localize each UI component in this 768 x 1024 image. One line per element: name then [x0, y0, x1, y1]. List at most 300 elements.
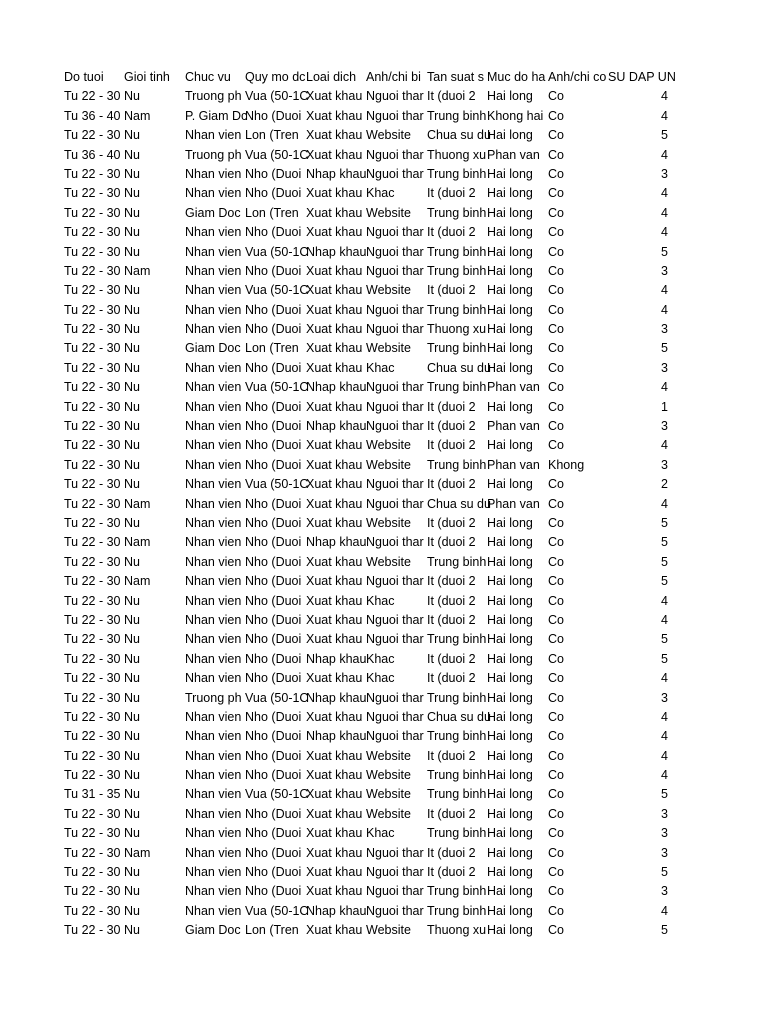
table-cell[interactable]: Tu 22 - 30	[64, 865, 121, 880]
table-cell[interactable]: Giam Doc	[185, 341, 241, 356]
table-cell[interactable]: It (duoi 2	[427, 438, 476, 453]
table-cell[interactable]: Nho (Duoi	[245, 360, 302, 375]
table-cell[interactable]: Trung binh	[427, 787, 487, 802]
table-cell[interactable]: Nguoi thar	[366, 574, 424, 589]
table-cell[interactable]: 4	[661, 380, 668, 395]
table-cell[interactable]: Tu 22 - 30	[64, 399, 121, 414]
table-cell[interactable]: 5	[661, 554, 668, 569]
table-cell[interactable]: Co	[548, 826, 564, 841]
table-cell[interactable]: Nhap khau	[306, 903, 367, 918]
table-cell[interactable]: Nhan vien	[185, 225, 242, 240]
table-cell[interactable]: Nam	[124, 108, 151, 123]
table-cell[interactable]: Tu 22 - 30	[64, 496, 121, 511]
table-cell[interactable]: Hai long	[487, 89, 533, 104]
table-cell[interactable]: Tu 22 - 30	[64, 690, 121, 705]
table-cell[interactable]: Nu	[124, 360, 140, 375]
table-cell[interactable]: It (duoi 2	[427, 651, 476, 666]
table-cell[interactable]: Trung binh	[427, 302, 487, 317]
table-cell[interactable]: Nhap khau	[306, 166, 367, 181]
table-cell[interactable]: Nho (Duoi	[245, 884, 302, 899]
table-cell[interactable]: Hai long	[487, 128, 533, 143]
table-cell[interactable]: Co	[548, 593, 564, 608]
table-cell[interactable]: 4	[661, 147, 668, 162]
table-cell[interactable]: 3	[661, 884, 668, 899]
table-cell[interactable]: Co	[548, 903, 564, 918]
table-cell[interactable]: Nho (Duoi	[245, 515, 302, 530]
header-cell[interactable]: SU DAP UN	[608, 70, 676, 84]
table-cell[interactable]: Co	[548, 108, 564, 123]
table-cell[interactable]: Xuat khau	[306, 302, 363, 317]
table-cell[interactable]: Xuat khau	[306, 845, 363, 860]
header-cell[interactable]: Muc do ha	[487, 70, 546, 84]
table-cell[interactable]: Co	[548, 419, 564, 434]
table-cell[interactable]: Tu 22 - 30	[64, 205, 121, 220]
table-cell[interactable]: Nhan vien	[185, 515, 242, 530]
table-cell[interactable]: It (duoi 2	[427, 593, 476, 608]
table-cell[interactable]: Tu 22 - 30	[64, 302, 121, 317]
table-cell[interactable]: Trung binh	[427, 108, 487, 123]
table-cell[interactable]: Tu 22 - 30	[64, 457, 121, 472]
table-cell[interactable]: Chua su du	[427, 128, 491, 143]
table-cell[interactable]: 5	[661, 651, 668, 666]
table-cell[interactable]: 4	[661, 438, 668, 453]
table-cell[interactable]: Nho (Duoi	[245, 748, 302, 763]
table-cell[interactable]: Nguoi thar	[366, 884, 424, 899]
table-cell[interactable]: It (duoi 2	[427, 225, 476, 240]
table-cell[interactable]: Nu	[124, 884, 140, 899]
table-cell[interactable]: Hai long	[487, 806, 533, 821]
table-cell[interactable]: Nguoi thar	[366, 108, 424, 123]
table-cell[interactable]: Nu	[124, 593, 140, 608]
table-cell[interactable]: Tu 22 - 30	[64, 768, 121, 783]
table-cell[interactable]: Nu	[124, 89, 140, 104]
table-cell[interactable]: Co	[548, 651, 564, 666]
table-cell[interactable]: Nguoi thar	[366, 690, 424, 705]
table-cell[interactable]: 4	[661, 89, 668, 104]
table-cell[interactable]: Xuat khau	[306, 205, 363, 220]
table-cell[interactable]: 3	[661, 690, 668, 705]
table-cell[interactable]: Co	[548, 671, 564, 686]
table-cell[interactable]: Nguoi thar	[366, 865, 424, 880]
table-cell[interactable]: Nu	[124, 709, 140, 724]
table-cell[interactable]: Nu	[124, 341, 140, 356]
table-cell[interactable]: Khong	[548, 457, 585, 472]
table-cell[interactable]: Nu	[124, 865, 140, 880]
table-cell[interactable]: Nguoi thar	[366, 147, 424, 162]
table-cell[interactable]: Nho (Duoi	[245, 302, 302, 317]
table-cell[interactable]: 3	[661, 166, 668, 181]
table-cell[interactable]: Nu	[124, 923, 140, 938]
table-cell[interactable]: Tu 22 - 30	[64, 923, 121, 938]
table-cell[interactable]: Nhan vien	[185, 419, 242, 434]
table-cell[interactable]: Nu	[124, 612, 140, 627]
table-cell[interactable]: Nam	[124, 845, 151, 860]
table-cell[interactable]: Tu 22 - 30	[64, 244, 121, 259]
table-cell[interactable]: Nu	[124, 438, 140, 453]
table-cell[interactable]: Trung binh	[427, 244, 487, 259]
table-cell[interactable]: Nu	[124, 419, 140, 434]
table-cell[interactable]: Hai long	[487, 515, 533, 530]
table-cell[interactable]: Trung binh	[427, 205, 487, 220]
table-cell[interactable]: Trung binh	[427, 884, 487, 899]
table-cell[interactable]: It (duoi 2	[427, 845, 476, 860]
table-cell[interactable]: Co	[548, 438, 564, 453]
table-cell[interactable]: It (duoi 2	[427, 477, 476, 492]
table-cell[interactable]: Nho (Duoi	[245, 322, 302, 337]
table-cell[interactable]: 3	[661, 263, 668, 278]
table-cell[interactable]: Nu	[124, 768, 140, 783]
table-cell[interactable]: Nguoi thar	[366, 322, 424, 337]
table-cell[interactable]: Nu	[124, 903, 140, 918]
table-cell[interactable]: Hai long	[487, 593, 533, 608]
table-cell[interactable]: 4	[661, 302, 668, 317]
table-cell[interactable]: Nho (Duoi	[245, 632, 302, 647]
table-cell[interactable]: Nguoi thar	[366, 89, 424, 104]
table-cell[interactable]: Lon (Tren	[245, 128, 299, 143]
table-cell[interactable]: Phan van	[487, 147, 540, 162]
table-cell[interactable]: Nu	[124, 128, 140, 143]
table-cell[interactable]: Khac	[366, 651, 395, 666]
table-cell[interactable]: Tu 22 - 30	[64, 884, 121, 899]
table-cell[interactable]: Co	[548, 806, 564, 821]
table-cell[interactable]: Xuat khau	[306, 787, 363, 802]
table-cell[interactable]: Nhan vien	[185, 438, 242, 453]
header-cell[interactable]: Quy mo dc	[245, 70, 306, 84]
table-cell[interactable]: Nguoi thar	[366, 244, 424, 259]
table-cell[interactable]: Nu	[124, 225, 140, 240]
table-cell[interactable]: Co	[548, 166, 564, 181]
table-cell[interactable]: Nu	[124, 806, 140, 821]
table-cell[interactable]: Nu	[124, 690, 140, 705]
table-cell[interactable]: 3	[661, 457, 668, 472]
table-cell[interactable]: Nhan vien	[185, 748, 242, 763]
table-cell[interactable]: Xuat khau	[306, 768, 363, 783]
table-cell[interactable]: Nguoi thar	[366, 419, 424, 434]
header-cell[interactable]: Anh/chi co	[548, 70, 607, 84]
table-cell[interactable]: 4	[661, 186, 668, 201]
table-cell[interactable]: Tu 22 - 30	[64, 380, 121, 395]
table-cell[interactable]: Truong ph	[185, 147, 242, 162]
table-cell[interactable]: Tu 22 - 30	[64, 651, 121, 666]
table-cell[interactable]: Tu 22 - 30	[64, 554, 121, 569]
table-cell[interactable]: Nam	[124, 574, 151, 589]
table-cell[interactable]: Nhan vien	[185, 574, 242, 589]
table-cell[interactable]: Co	[548, 574, 564, 589]
table-cell[interactable]: Nhan vien	[185, 166, 242, 181]
table-cell[interactable]: Xuat khau	[306, 593, 363, 608]
table-cell[interactable]: Website	[366, 768, 411, 783]
table-cell[interactable]: Tu 22 - 30	[64, 845, 121, 860]
table-cell[interactable]: Nhan vien	[185, 535, 242, 550]
table-cell[interactable]: Nhan vien	[185, 477, 242, 492]
table-cell[interactable]: It (duoi 2	[427, 186, 476, 201]
table-cell[interactable]: Hai long	[487, 186, 533, 201]
table-cell[interactable]: Nguoi thar	[366, 632, 424, 647]
table-cell[interactable]: Tu 22 - 30	[64, 341, 121, 356]
table-cell[interactable]: Hai long	[487, 903, 533, 918]
table-cell[interactable]: Co	[548, 477, 564, 492]
table-cell[interactable]: Xuat khau	[306, 225, 363, 240]
table-cell[interactable]: Nhan vien	[185, 322, 242, 337]
table-cell[interactable]: 3	[661, 826, 668, 841]
table-cell[interactable]: Nhan vien	[185, 709, 242, 724]
table-cell[interactable]: Nhap khau	[306, 729, 367, 744]
header-cell[interactable]: Gioi tinh	[124, 70, 170, 84]
table-cell[interactable]: 4	[661, 108, 668, 123]
table-cell[interactable]: 5	[661, 128, 668, 143]
table-cell[interactable]: Xuat khau	[306, 748, 363, 763]
table-cell[interactable]: Tu 22 - 30	[64, 671, 121, 686]
table-cell[interactable]: Chua su du	[427, 709, 491, 724]
table-cell[interactable]: Co	[548, 244, 564, 259]
table-cell[interactable]: Trung binh	[427, 166, 487, 181]
table-cell[interactable]: Nho (Duoi	[245, 108, 302, 123]
table-cell[interactable]: Nhan vien	[185, 283, 242, 298]
table-cell[interactable]: Hai long	[487, 166, 533, 181]
table-cell[interactable]: Truong ph	[185, 690, 242, 705]
table-cell[interactable]: Nguoi thar	[366, 709, 424, 724]
table-cell[interactable]: Lon (Tren	[245, 341, 299, 356]
table-cell[interactable]: Website	[366, 283, 411, 298]
table-cell[interactable]: Hai long	[487, 244, 533, 259]
table-cell[interactable]: Co	[548, 128, 564, 143]
table-cell[interactable]: Nhan vien	[185, 826, 242, 841]
table-cell[interactable]: 4	[661, 709, 668, 724]
table-cell[interactable]: Nhan vien	[185, 845, 242, 860]
table-cell[interactable]: Nhap khau	[306, 419, 367, 434]
table-cell[interactable]: Nguoi thar	[366, 845, 424, 860]
table-cell[interactable]: Nho (Duoi	[245, 263, 302, 278]
table-cell[interactable]: Nhan vien	[185, 768, 242, 783]
table-cell[interactable]: Hai long	[487, 283, 533, 298]
table-cell[interactable]: Hai long	[487, 671, 533, 686]
table-cell[interactable]: Lon (Tren	[245, 923, 299, 938]
table-cell[interactable]: Giam Doc	[185, 923, 241, 938]
table-cell[interactable]: Co	[548, 554, 564, 569]
table-cell[interactable]: 4	[661, 496, 668, 511]
table-cell[interactable]: Tu 22 - 30	[64, 729, 121, 744]
table-cell[interactable]: Nhan vien	[185, 186, 242, 201]
table-cell[interactable]: It (duoi 2	[427, 535, 476, 550]
table-cell[interactable]: 4	[661, 593, 668, 608]
table-cell[interactable]: Hai long	[487, 225, 533, 240]
header-cell[interactable]: Chuc vu	[185, 70, 231, 84]
table-cell[interactable]: Co	[548, 535, 564, 550]
table-cell[interactable]: Xuat khau	[306, 399, 363, 414]
table-cell[interactable]: Trung binh	[427, 380, 487, 395]
table-cell[interactable]: Hai long	[487, 845, 533, 860]
table-cell[interactable]: Nguoi thar	[366, 729, 424, 744]
table-cell[interactable]: Co	[548, 283, 564, 298]
table-cell[interactable]: 3	[661, 322, 668, 337]
table-cell[interactable]: Website	[366, 205, 411, 220]
table-cell[interactable]: Website	[366, 341, 411, 356]
table-cell[interactable]: Nhan vien	[185, 302, 242, 317]
table-cell[interactable]: Xuat khau	[306, 89, 363, 104]
table-cell[interactable]: Nguoi thar	[366, 166, 424, 181]
table-cell[interactable]: 3	[661, 419, 668, 434]
table-cell[interactable]: Trung binh	[427, 903, 487, 918]
table-cell[interactable]: Nhan vien	[185, 806, 242, 821]
table-cell[interactable]: Nu	[124, 322, 140, 337]
table-cell[interactable]: Xuat khau	[306, 806, 363, 821]
table-cell[interactable]: Thuong xu	[427, 322, 487, 337]
table-cell[interactable]: Vua (50-1C	[245, 477, 309, 492]
table-cell[interactable]: Nho (Duoi	[245, 419, 302, 434]
table-cell[interactable]: Nu	[124, 632, 140, 647]
table-cell[interactable]: 5	[661, 574, 668, 589]
table-cell[interactable]: Trung binh	[427, 690, 487, 705]
table-cell[interactable]: Nho (Duoi	[245, 612, 302, 627]
table-cell[interactable]: Nhan vien	[185, 496, 242, 511]
table-cell[interactable]: Trung binh	[427, 632, 487, 647]
table-cell[interactable]: Hai long	[487, 302, 533, 317]
table-cell[interactable]: Co	[548, 205, 564, 220]
table-cell[interactable]: Nu	[124, 302, 140, 317]
table-cell[interactable]: Hai long	[487, 399, 533, 414]
table-cell[interactable]: Nho (Duoi	[245, 186, 302, 201]
table-cell[interactable]: Co	[548, 923, 564, 938]
table-cell[interactable]: Chua su du	[427, 496, 491, 511]
table-cell[interactable]: Phan van	[487, 419, 540, 434]
table-cell[interactable]: Lon (Tren	[245, 205, 299, 220]
table-cell[interactable]: Nguoi thar	[366, 225, 424, 240]
table-cell[interactable]: Tu 22 - 30	[64, 748, 121, 763]
table-cell[interactable]: Hai long	[487, 709, 533, 724]
header-cell[interactable]: Anh/chi bi	[366, 70, 421, 84]
table-cell[interactable]: Khac	[366, 826, 395, 841]
table-cell[interactable]: Co	[548, 399, 564, 414]
table-cell[interactable]: Nhan vien	[185, 399, 242, 414]
table-cell[interactable]: It (duoi 2	[427, 612, 476, 627]
table-cell[interactable]: Co	[548, 89, 564, 104]
table-cell[interactable]: Website	[366, 554, 411, 569]
table-cell[interactable]: Vua (50-1C	[245, 147, 309, 162]
table-cell[interactable]: Tu 22 - 30	[64, 612, 121, 627]
table-cell[interactable]: Phan van	[487, 457, 540, 472]
table-cell[interactable]: Nhan vien	[185, 787, 242, 802]
table-cell[interactable]: Tu 36 - 40	[64, 147, 121, 162]
table-cell[interactable]: Hai long	[487, 865, 533, 880]
table-cell[interactable]: Co	[548, 360, 564, 375]
table-cell[interactable]: Nu	[124, 554, 140, 569]
table-cell[interactable]: Hai long	[487, 729, 533, 744]
table-cell[interactable]: Hai long	[487, 768, 533, 783]
table-cell[interactable]: Co	[548, 884, 564, 899]
table-cell[interactable]: 4	[661, 729, 668, 744]
table-cell[interactable]: 5	[661, 341, 668, 356]
table-cell[interactable]: 4	[661, 768, 668, 783]
table-cell[interactable]: Website	[366, 457, 411, 472]
table-cell[interactable]: Co	[548, 302, 564, 317]
table-cell[interactable]: Tu 22 - 30	[64, 166, 121, 181]
table-cell[interactable]: Nho (Duoi	[245, 865, 302, 880]
table-cell[interactable]: Vua (50-1C	[245, 380, 309, 395]
table-cell[interactable]: 2	[661, 477, 668, 492]
table-cell[interactable]: It (duoi 2	[427, 89, 476, 104]
table-cell[interactable]: Hai long	[487, 787, 533, 802]
table-cell[interactable]: P. Giam Dc	[185, 108, 248, 123]
table-cell[interactable]: Vua (50-1C	[245, 903, 309, 918]
table-cell[interactable]: Tu 22 - 30	[64, 225, 121, 240]
table-cell[interactable]: Nhan vien	[185, 671, 242, 686]
table-cell[interactable]: Nho (Duoi	[245, 554, 302, 569]
table-cell[interactable]: Khac	[366, 593, 395, 608]
table-cell[interactable]: Nhap khau	[306, 244, 367, 259]
table-cell[interactable]: Chua su du	[427, 360, 491, 375]
table-cell[interactable]: Xuat khau	[306, 341, 363, 356]
table-cell[interactable]: Nhan vien	[185, 865, 242, 880]
table-cell[interactable]: Tu 22 - 30	[64, 574, 121, 589]
table-cell[interactable]: Nho (Duoi	[245, 651, 302, 666]
table-cell[interactable]: Hai long	[487, 341, 533, 356]
table-cell[interactable]: Hai long	[487, 322, 533, 337]
table-cell[interactable]: It (duoi 2	[427, 806, 476, 821]
table-cell[interactable]: 3	[661, 806, 668, 821]
table-cell[interactable]: Hai long	[487, 438, 533, 453]
table-cell[interactable]: Nu	[124, 457, 140, 472]
table-cell[interactable]: 4	[661, 612, 668, 627]
table-cell[interactable]: Hai long	[487, 574, 533, 589]
table-cell[interactable]: It (duoi 2	[427, 865, 476, 880]
table-cell[interactable]: Trung binh	[427, 729, 487, 744]
table-cell[interactable]: 4	[661, 283, 668, 298]
table-cell[interactable]: 5	[661, 535, 668, 550]
table-cell[interactable]: Co	[548, 845, 564, 860]
table-cell[interactable]: It (duoi 2	[427, 283, 476, 298]
table-cell[interactable]: 4	[661, 671, 668, 686]
table-cell[interactable]: Nu	[124, 205, 140, 220]
table-cell[interactable]: Xuat khau	[306, 283, 363, 298]
table-cell[interactable]: Tu 22 - 30	[64, 806, 121, 821]
table-cell[interactable]: Nhan vien	[185, 903, 242, 918]
table-cell[interactable]: Nu	[124, 244, 140, 259]
table-cell[interactable]: Trung binh	[427, 826, 487, 841]
table-cell[interactable]: Nu	[124, 787, 140, 802]
table-cell[interactable]: Co	[548, 322, 564, 337]
table-cell[interactable]: Khac	[366, 186, 395, 201]
table-cell[interactable]: Nguoi thar	[366, 477, 424, 492]
table-cell[interactable]: Co	[548, 768, 564, 783]
table-cell[interactable]: Hai long	[487, 632, 533, 647]
table-cell[interactable]: Nho (Duoi	[245, 399, 302, 414]
table-cell[interactable]: Co	[548, 496, 564, 511]
table-cell[interactable]: Nguoi thar	[366, 399, 424, 414]
table-cell[interactable]: 1	[661, 399, 668, 414]
table-cell[interactable]: Nhan vien	[185, 457, 242, 472]
table-cell[interactable]: Nhan vien	[185, 884, 242, 899]
table-cell[interactable]: Website	[366, 515, 411, 530]
table-cell[interactable]: Xuat khau	[306, 574, 363, 589]
table-cell[interactable]: Co	[548, 709, 564, 724]
table-cell[interactable]: Tu 31 - 35	[64, 787, 121, 802]
table-cell[interactable]: 4	[661, 903, 668, 918]
table-cell[interactable]: Nguoi thar	[366, 903, 424, 918]
table-cell[interactable]: Co	[548, 865, 564, 880]
table-cell[interactable]: Tu 22 - 30	[64, 632, 121, 647]
header-cell[interactable]: Loai dich	[306, 70, 357, 84]
table-cell[interactable]: Xuat khau	[306, 496, 363, 511]
table-cell[interactable]: Thuong xu	[427, 147, 487, 162]
table-cell[interactable]: Nam	[124, 263, 151, 278]
table-cell[interactable]: Nu	[124, 283, 140, 298]
table-cell[interactable]: Nam	[124, 496, 151, 511]
table-cell[interactable]: Xuat khau	[306, 826, 363, 841]
table-cell[interactable]: Xuat khau	[306, 477, 363, 492]
table-cell[interactable]: Nhan vien	[185, 244, 242, 259]
table-cell[interactable]: Nguoi thar	[366, 302, 424, 317]
table-cell[interactable]: Vua (50-1C	[245, 283, 309, 298]
